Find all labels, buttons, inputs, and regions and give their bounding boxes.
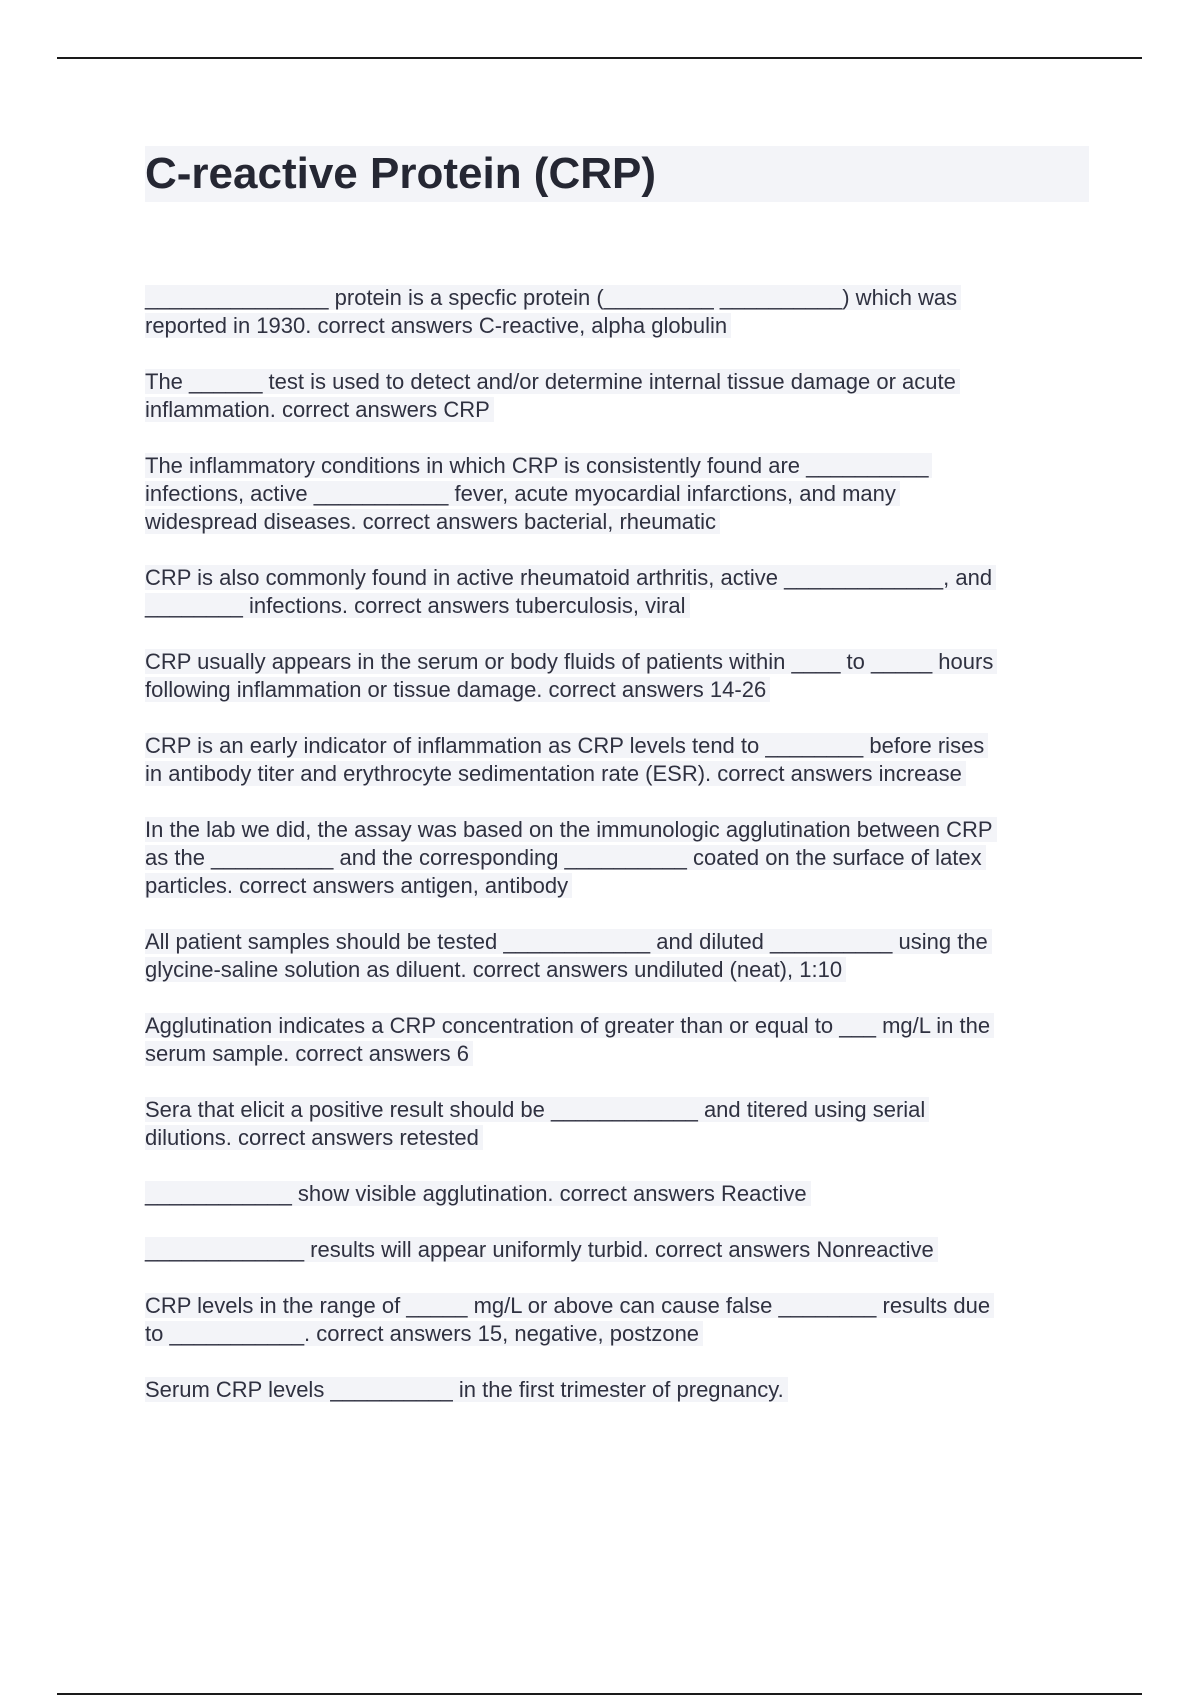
question-item	[145, 1012, 1090, 1068]
question-line: _____________ results will appear uniformly turbid. correct answers Nonreactive	[145, 1237, 938, 1262]
question-line: All patient samples should be tested ____________ and diluted __________ using the	[145, 929, 992, 954]
question-line: as the __________ and the corresponding __________ coated on the surface of latex	[145, 845, 986, 870]
question-line: Serum CRP levels __________ in the first trimester of pregnancy.	[145, 1377, 788, 1402]
question-line: CRP is also commonly found in active rheumatoid arthritis, active _____________, and	[145, 565, 996, 590]
question-line: reported in 1930. correct answers C-reactive, alpha globulin	[145, 313, 731, 338]
document-title: C-reactive Protein (CRP)	[145, 149, 657, 198]
question-item	[145, 564, 1090, 620]
page-top-rule	[57, 57, 1142, 59]
question-item	[145, 368, 1090, 424]
question-line: Sera that elicit a positive result should be ____________ and titered using serial	[145, 1097, 929, 1122]
question-line: ________ infections. correct answers tuberculosis, viral	[145, 593, 690, 618]
question-item	[145, 1236, 1090, 1264]
page-bottom-rule	[57, 1693, 1142, 1695]
question-item	[145, 648, 1090, 704]
question-line: infections, active ___________ fever, acute myocardial infarctions, and many	[145, 481, 900, 506]
question-line: widespread diseases. correct answers bacterial, rheumatic	[145, 509, 720, 534]
question-list	[145, 284, 1090, 1432]
question-item	[145, 1096, 1090, 1152]
question-line: CRP levels in the range of _____ mg/L or above can cause false ________ results due	[145, 1293, 994, 1318]
question-line: following inflammation or tissue damage. correct answers 14-26	[145, 677, 770, 702]
question-line: particles. correct answers antigen, antibody	[145, 873, 572, 898]
question-item	[145, 1376, 1090, 1404]
question-line: inflammation. correct answers CRP	[145, 397, 494, 422]
question-item	[145, 732, 1090, 788]
question-line: ____________ show visible agglutination. correct answers Reactive	[145, 1181, 811, 1206]
question-line: CRP is an early indicator of inflammation as CRP levels tend to ________ before rises	[145, 733, 988, 758]
question-line: glycine-saline solution as diluent. correct answers undiluted (neat), 1:10	[145, 957, 846, 982]
question-item	[145, 1292, 1090, 1348]
question-line: In the lab we did, the assay was based on the immunologic agglutination between CRP	[145, 817, 997, 842]
question-line: serum sample. correct answers 6	[145, 1041, 473, 1066]
question-item	[145, 284, 1090, 340]
question-line: The ______ test is used to detect and/or determine internal tissue damage or acute	[145, 369, 960, 394]
question-item	[145, 1180, 1090, 1208]
question-item	[145, 452, 1090, 536]
question-line: Agglutination indicates a CRP concentration of greater than or equal to ___ mg/L in the	[145, 1013, 994, 1038]
question-line: The inflammatory conditions in which CRP is consistently found are __________	[145, 453, 932, 478]
question-line: dilutions. correct answers retested	[145, 1125, 483, 1150]
question-item	[145, 928, 1090, 984]
question-item	[145, 816, 1090, 900]
question-line: to ___________. correct answers 15, negative, postzone	[145, 1321, 703, 1346]
question-line: CRP usually appears in the serum or body fluids of patients within ____ to _____ hours	[145, 649, 997, 674]
question-line: in antibody titer and erythrocyte sedimentation rate (ESR). correct answers increase	[145, 761, 966, 786]
question-line: _______________ protein is a specfic protein (_________ __________) which was	[145, 285, 961, 310]
